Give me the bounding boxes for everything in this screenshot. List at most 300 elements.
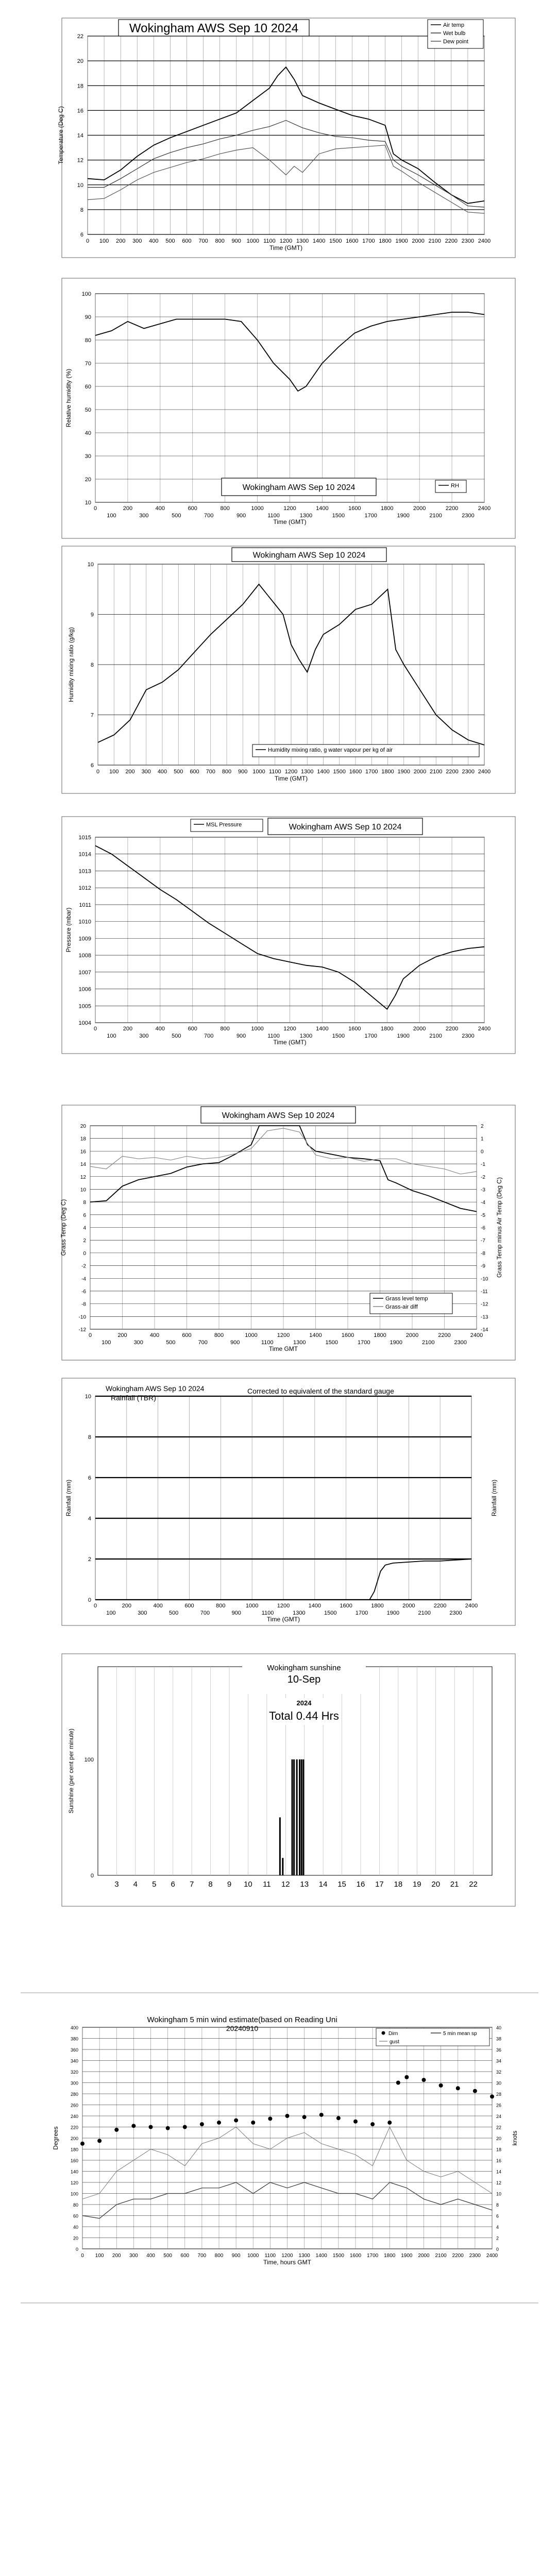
wind-direction-point <box>149 2125 153 2129</box>
x-tick-label: 1600 <box>340 1603 352 1609</box>
x-tick-label: 2000 <box>413 505 426 512</box>
y-right-tick-label: -6 <box>481 1225 485 1231</box>
x-tick-label: 300 <box>133 1340 143 1346</box>
x-tick-label: 1500 <box>324 1610 337 1616</box>
x-axis-label: Time GMT <box>268 1345 298 1352</box>
y-tick-label: -4 <box>81 1276 86 1282</box>
y-right-tick-label: 4 <box>496 2225 499 2230</box>
y-right-tick-label: -4 <box>481 1200 485 1206</box>
y-axis-label: Temperature (Deg C) <box>57 106 64 164</box>
x-tick-label: 2400 <box>470 1332 483 1338</box>
y-tick-label: 1011 <box>79 902 91 908</box>
x-tick-label: 2200 <box>445 238 458 244</box>
x-tick-label: 1600 <box>346 238 359 244</box>
y-tick-label: 80 <box>73 2202 78 2208</box>
x-tick-label: 11 <box>263 1880 271 1889</box>
x-tick-label: 500 <box>163 2253 172 2259</box>
x-tick-label: 2000 <box>418 2253 430 2259</box>
x-tick-label: 200 <box>117 1332 127 1338</box>
x-tick-label: 1800 <box>374 1332 386 1338</box>
x-tick-label: 1400 <box>308 1603 322 1609</box>
x-tick-label: 1200 <box>283 505 296 512</box>
x-tick-label: 1500 <box>332 2253 344 2259</box>
x-axis-label: Time (GMT) <box>269 244 303 251</box>
y-right-tick-label: -8 <box>481 1250 485 1257</box>
wind-direction-point <box>114 2128 119 2132</box>
grass-temperature-chart <box>60 1105 515 1360</box>
y-tick-label: 1004 <box>78 1020 91 1026</box>
y-tick-label: 14 <box>77 132 83 139</box>
y-tick-label: 280 <box>70 2092 78 2097</box>
y-tick-label: 0 <box>75 2247 78 2252</box>
wind-direction-point <box>396 2081 400 2085</box>
y-tick-label: -8 <box>81 1301 86 1308</box>
x-tick-label: 20 <box>431 1880 441 1889</box>
x-tick-label: 1700 <box>364 1033 378 1039</box>
x-tick-label: 1800 <box>371 1603 384 1609</box>
y-tick-label: 1005 <box>78 1003 91 1010</box>
sunshine-bar <box>296 1759 298 1875</box>
y-tick-label: 4 <box>83 1225 86 1231</box>
x-tick-label: 4 <box>133 1880 138 1889</box>
legend-label: Wet bulb <box>443 30 466 37</box>
y-tick-label: 20 <box>73 2235 78 2241</box>
y-tick-label: 220 <box>70 2125 78 2130</box>
x-tick-label: 100 <box>99 238 109 244</box>
x-tick-label: 600 <box>188 505 197 512</box>
y-tick-label: 6 <box>88 1475 91 1481</box>
x-tick-label: 1200 <box>284 769 298 775</box>
x-tick-label: 800 <box>220 1026 230 1032</box>
x-tick-label: 300 <box>139 513 149 519</box>
x-tick-label: 19 <box>412 1880 421 1889</box>
x-tick-label: 3 <box>114 1880 119 1889</box>
x-tick-label: 2400 <box>478 769 491 775</box>
x-tick-label: 1800 <box>381 1026 394 1032</box>
mixing-ratio-chart <box>62 546 515 793</box>
x-tick-label: 1200 <box>277 1603 290 1609</box>
legend-label: gust <box>390 2039 399 2045</box>
x-tick-label: 1400 <box>315 2253 327 2259</box>
x-tick-label: 15 <box>337 1880 346 1889</box>
wind-direction-point <box>370 2122 375 2126</box>
x-tick-label: 1800 <box>384 2253 396 2259</box>
x-tick-label: 0 <box>93 505 97 512</box>
x-tick-label: 600 <box>182 238 192 244</box>
x-tick-label: 1900 <box>401 2253 413 2259</box>
x-tick-label: 2400 <box>465 1603 478 1609</box>
x-tick-label: 2200 <box>445 505 459 512</box>
x-tick-label: 9 <box>227 1880 232 1889</box>
x-tick-label: 2300 <box>462 513 475 519</box>
y-tick-label: 1013 <box>78 868 91 875</box>
y-axis-label: Sunshine (per cent per minute) <box>67 1728 75 1814</box>
chart-title: Wokingham AWS Sep 10 2024 <box>129 21 299 36</box>
y-right-tick-label: 34 <box>496 2058 502 2064</box>
x-tick-label: 100 <box>107 513 116 519</box>
x-tick-label: 800 <box>220 505 230 512</box>
x-axis-label: Time, hours GMT <box>263 2259 311 2266</box>
y-right-tick-label: -10 <box>481 1276 488 1282</box>
x-tick-label: 800 <box>222 769 232 775</box>
x-tick-label: 8 <box>208 1880 213 1889</box>
y-tick-label: 8 <box>88 1434 91 1440</box>
x-tick-label: 1700 <box>358 1340 370 1346</box>
chart-date: 10-Sep <box>287 1674 321 1685</box>
x-tick-label: 2400 <box>486 2253 498 2259</box>
x-tick-label: 500 <box>168 1610 179 1616</box>
wind-direction-point <box>251 2121 255 2125</box>
y-tick-label: 60 <box>84 384 91 390</box>
x-tick-label: 1300 <box>299 1033 313 1039</box>
x-tick-label: 400 <box>155 505 165 512</box>
chart-title: Wokingham AWS Sep 10 2024 <box>242 483 356 492</box>
y-right-tick-label: -1 <box>481 1162 485 1168</box>
x-tick-label: 2200 <box>438 1332 451 1338</box>
x-tick-label: 1600 <box>349 2253 362 2259</box>
y-tick-label: 200 <box>70 2136 78 2141</box>
y-right-tick-label: 16 <box>496 2158 502 2163</box>
chart-year: 2024 <box>296 1699 312 1707</box>
y-right-tick-label: -7 <box>481 1238 485 1244</box>
x-tick-label: 6 <box>171 1880 175 1889</box>
x-tick-label: 1300 <box>298 2253 310 2259</box>
y-tick-label: 1010 <box>78 919 91 925</box>
x-tick-label: 800 <box>214 1332 224 1338</box>
y-right-tick-label: 18 <box>496 2147 502 2153</box>
wind-direction-point <box>166 2126 170 2130</box>
x-tick-label: 300 <box>141 769 151 775</box>
y-right-tick-label: -14 <box>481 1327 488 1333</box>
sunshine-bar <box>292 1759 293 1875</box>
pressure-chart <box>62 817 515 1054</box>
y-tick-label: 70 <box>84 361 91 367</box>
x-tick-label: 500 <box>172 1033 181 1039</box>
sunshine-bar <box>299 1759 300 1875</box>
x-tick-label: 5 <box>152 1880 157 1889</box>
y-right-tick-label: 0 <box>496 2247 499 2252</box>
x-tick-label: 2100 <box>429 513 442 519</box>
y-tick-label: 12 <box>77 157 83 164</box>
y-tick-label: 1008 <box>78 953 91 959</box>
x-tick-label: 100 <box>95 2253 104 2259</box>
wind-direction-point <box>302 2115 307 2119</box>
x-tick-label: 500 <box>174 769 183 775</box>
y-tick-label: 9 <box>90 612 94 618</box>
y-tick-label: 18 <box>77 83 83 90</box>
y-axis-label: Relative humidity (%) <box>65 368 72 428</box>
x-tick-label: 900 <box>231 2253 241 2259</box>
chart-title: Wokingham 5 min wind estimate(based on Reading Uni <box>147 2015 337 2024</box>
x-tick-label: 0 <box>81 2253 84 2259</box>
x-tick-label: 2300 <box>449 1610 462 1616</box>
x-tick-label: 2300 <box>469 2253 481 2259</box>
x-tick-label: 2100 <box>435 2253 447 2259</box>
wind-direction-point <box>183 2125 187 2129</box>
x-tick-label: 1200 <box>283 1026 296 1032</box>
y-tick-label: 8 <box>80 207 83 213</box>
x-tick-label: 2400 <box>478 1026 491 1032</box>
x-tick-label: 1000 <box>246 238 260 244</box>
x-tick-label: 18 <box>394 1880 403 1889</box>
x-tick-label: 800 <box>216 1603 226 1609</box>
y-right-tick-label: 0 <box>481 1149 484 1155</box>
y-right-tick-label: 40 <box>496 2025 502 2030</box>
y-tick-label: 0 <box>88 1597 91 1603</box>
y-right-tick-label: 20 <box>496 2136 502 2141</box>
legend-label: Humidity mixing ratio, g water vapour per kg of air <box>268 747 393 753</box>
y-right-tick-label: -2 <box>481 1174 485 1180</box>
y-tick-label: 90 <box>84 314 91 320</box>
y-right-tick-label: 38 <box>496 2036 502 2042</box>
x-tick-label: 1100 <box>261 1610 274 1616</box>
x-tick-label: 300 <box>139 1033 149 1039</box>
x-tick-label: 1600 <box>341 1332 354 1338</box>
y-right-axis-label: knots <box>511 2130 518 2146</box>
x-tick-label: 1900 <box>386 1610 400 1616</box>
y-tick-label: 120 <box>70 2180 78 2185</box>
x-tick-label: 2400 <box>478 505 491 512</box>
x-tick-label: 700 <box>204 513 214 519</box>
x-tick-label: 1500 <box>332 513 345 519</box>
sunshine-bar <box>302 1759 304 1875</box>
x-tick-label: 1900 <box>395 238 408 244</box>
x-tick-label: 1100 <box>267 513 280 519</box>
x-tick-label: 2200 <box>452 2253 464 2259</box>
legend-label: Air temp <box>443 22 464 28</box>
x-tick-label: 12 <box>281 1880 290 1889</box>
x-tick-label: 1500 <box>332 1033 345 1039</box>
y-right-tick-label: 28 <box>496 2092 502 2097</box>
x-tick-label: 800 <box>215 238 225 244</box>
y-right-tick-label: 24 <box>496 2114 502 2119</box>
y-tick-label: 14 <box>80 1162 86 1168</box>
legend-label: 5 min mean sp <box>443 2031 477 2037</box>
x-tick-label: 2300 <box>462 1033 475 1039</box>
x-tick-label: 14 <box>318 1880 328 1889</box>
x-tick-label: 1000 <box>251 1026 264 1032</box>
x-tick-label: 0 <box>93 1603 97 1609</box>
y-tick-label: 16 <box>80 1149 86 1155</box>
x-tick-label: 600 <box>182 1332 192 1338</box>
x-tick-label: 1000 <box>245 1332 258 1338</box>
x-tick-label: 1900 <box>390 1340 402 1346</box>
y-tick-label: 8 <box>83 1200 86 1206</box>
temperature-chart <box>57 18 515 258</box>
x-tick-label: 400 <box>146 2253 155 2259</box>
y-tick-label: 180 <box>70 2147 78 2153</box>
y-tick-label: 380 <box>70 2036 78 2042</box>
chart-frame <box>62 1105 515 1360</box>
x-tick-label: 22 <box>469 1880 478 1889</box>
x-tick-label: 2000 <box>412 238 425 244</box>
x-tick-label: 1900 <box>397 769 410 775</box>
y-tick-label: 340 <box>70 2058 78 2064</box>
x-tick-label: 600 <box>184 1603 194 1609</box>
y-right-tick-label: 2 <box>496 2235 499 2241</box>
x-tick-label: 1100 <box>268 769 281 775</box>
x-tick-label: 2000 <box>413 769 427 775</box>
y-right-tick-label: 12 <box>496 2180 502 2185</box>
x-tick-label: 1600 <box>348 1026 361 1032</box>
y-right-tick-label: -11 <box>481 1289 488 1295</box>
chart-title: Wokingham AWS Sep 10 2024 <box>252 551 366 560</box>
y-tick-label: 40 <box>84 430 91 436</box>
y-right-tick-label: 10 <box>496 2191 502 2197</box>
x-tick-label: 200 <box>123 505 133 512</box>
wind-chart <box>21 1993 538 2303</box>
x-tick-label: 1400 <box>316 1026 329 1032</box>
x-tick-label: 900 <box>238 769 248 775</box>
x-tick-label: 2100 <box>429 1033 442 1039</box>
x-tick-label: 800 <box>214 2253 224 2259</box>
x-tick-label: 300 <box>132 238 142 244</box>
humidity-chart <box>62 278 515 538</box>
chart-frame <box>62 18 515 258</box>
x-tick-label: 2100 <box>430 769 443 775</box>
y-right-tick-label: -12 <box>481 1301 488 1308</box>
y-tick-label: 20 <box>77 58 83 65</box>
wind-direction-point <box>387 2121 392 2125</box>
chart-title: Wokingham sunshine <box>267 1664 341 1672</box>
x-axis-label: Time (GMT) <box>274 775 308 782</box>
y-right-tick-label: 36 <box>496 2047 502 2053</box>
x-tick-label: 1200 <box>279 238 293 244</box>
y-tick-label: -12 <box>78 1327 86 1333</box>
x-tick-label: 2000 <box>413 1026 426 1032</box>
y-tick-label: 1015 <box>78 835 91 841</box>
x-tick-label: 900 <box>231 1610 241 1616</box>
y-tick-label: 100 <box>84 1757 94 1763</box>
x-tick-label: 600 <box>188 1026 197 1032</box>
x-tick-label: 200 <box>112 2253 121 2259</box>
y-tick-label: 10 <box>77 182 83 189</box>
x-tick-label: 0 <box>93 1026 97 1032</box>
x-tick-label: 400 <box>149 238 159 244</box>
y-tick-label: 50 <box>84 407 91 413</box>
y-tick-label: 8 <box>90 662 94 668</box>
x-tick-label: 400 <box>155 1026 165 1032</box>
wind-direction-point <box>234 2119 238 2123</box>
y-tick-label: 22 <box>77 33 83 40</box>
x-tick-label: 1500 <box>333 769 346 775</box>
y-tick-label: 6 <box>83 1212 86 1218</box>
x-tick-label: 1100 <box>267 1033 280 1039</box>
y-tick-label: 80 <box>84 337 91 344</box>
y-axis-label: Humidity mixing ratio (g/kg) <box>67 627 75 702</box>
x-tick-label: 400 <box>149 1332 160 1338</box>
chart-total: Total 0.44 Hrs <box>269 1709 339 1722</box>
x-tick-label: 1700 <box>362 238 375 244</box>
y-tick-label: 20 <box>80 1124 86 1129</box>
x-tick-label: 200 <box>125 769 135 775</box>
legend-swatch <box>382 2031 385 2035</box>
x-tick-label: 2000 <box>405 1332 419 1338</box>
wind-direction-point <box>285 2114 290 2118</box>
wind-direction-point <box>131 2124 136 2128</box>
x-tick-label: 1700 <box>364 513 378 519</box>
y-right-tick-label: -13 <box>481 1314 488 1320</box>
x-tick-label: 300 <box>138 1610 147 1616</box>
chart-note: Corrected to equivalent of the standard gauge <box>247 1387 394 1395</box>
x-tick-label: 1500 <box>329 238 342 244</box>
y-tick-label: 40 <box>73 2225 78 2230</box>
x-tick-label: 500 <box>165 238 175 244</box>
x-tick-label: 21 <box>450 1880 459 1889</box>
x-tick-label: 1000 <box>252 769 265 775</box>
y-tick-label: 1012 <box>78 885 91 892</box>
x-tick-label: 1300 <box>301 769 314 775</box>
y-tick-label: 1006 <box>78 986 91 993</box>
sunshine-chart <box>62 1654 515 1906</box>
x-tick-label: 1300 <box>296 238 309 244</box>
y-right-tick-label: -3 <box>481 1187 485 1193</box>
x-tick-label: 600 <box>190 769 199 775</box>
x-tick-label: 16 <box>356 1880 365 1889</box>
wind-direction-point <box>319 2113 324 2117</box>
x-tick-label: 1300 <box>293 1340 306 1346</box>
wind-direction-point <box>353 2120 358 2124</box>
y-axis-label: Rainfall (mm) <box>65 1479 72 1517</box>
y-tick-label: 140 <box>70 2169 78 2175</box>
y-tick-label: 0 <box>83 1250 86 1257</box>
x-tick-label: 1100 <box>263 238 276 244</box>
x-tick-label: 400 <box>157 769 167 775</box>
y-tick-label: 10 <box>87 562 94 568</box>
chart-subtitle: 20240910 <box>226 2024 259 2032</box>
x-tick-label: 200 <box>122 1603 132 1609</box>
x-tick-label: 700 <box>198 238 208 244</box>
wind-direction-point <box>473 2089 477 2093</box>
legend-label: Grass level temp <box>385 1296 428 1302</box>
y-right-tick-label: -9 <box>481 1263 485 1269</box>
y-tick-label: 6 <box>80 232 83 238</box>
x-tick-label: 1900 <box>397 513 410 519</box>
y-tick-label: 0 <box>90 1873 94 1879</box>
x-tick-label: 2100 <box>418 1610 431 1616</box>
y-tick-label: 60 <box>73 2213 78 2219</box>
y-tick-label: 2 <box>83 1238 86 1244</box>
y-axis-label: Grass Temp (Deg C) <box>60 1199 67 1256</box>
sunshine-bar <box>282 1858 283 1875</box>
y-right-tick-label: 26 <box>496 2103 502 2108</box>
x-tick-label: 900 <box>231 238 241 244</box>
legend-label: MSL Pressure <box>206 822 242 828</box>
y-tick-label: 240 <box>70 2114 78 2119</box>
y-tick-label: 100 <box>81 291 91 297</box>
x-tick-label: 13 <box>300 1880 309 1889</box>
wind-direction-point <box>336 2116 341 2120</box>
y-tick-label: -6 <box>81 1289 86 1295</box>
y-right-axis-label: Grass Temp minus Air Temp (Deg C) <box>496 1177 503 1278</box>
y-tick-label: 320 <box>70 2070 78 2075</box>
x-tick-label: 1000 <box>251 505 264 512</box>
y-tick-label: 4 <box>88 1516 91 1522</box>
x-tick-label: 1300 <box>293 1610 306 1616</box>
x-tick-label: 1000 <box>247 2253 259 2259</box>
x-tick-label: 1700 <box>365 769 378 775</box>
y-right-tick-label: 6 <box>496 2213 499 2219</box>
x-tick-label: 300 <box>129 2253 138 2259</box>
y-tick-label: 2 <box>88 1556 91 1563</box>
y-tick-label: 1009 <box>78 936 91 942</box>
x-tick-label: 1600 <box>348 505 361 512</box>
x-tick-label: 1400 <box>312 238 326 244</box>
x-tick-label: 7 <box>189 1880 194 1889</box>
y-tick-label: -2 <box>81 1263 86 1269</box>
x-tick-label: 2200 <box>433 1603 447 1609</box>
y-right-tick-label: -5 <box>481 1212 485 1218</box>
